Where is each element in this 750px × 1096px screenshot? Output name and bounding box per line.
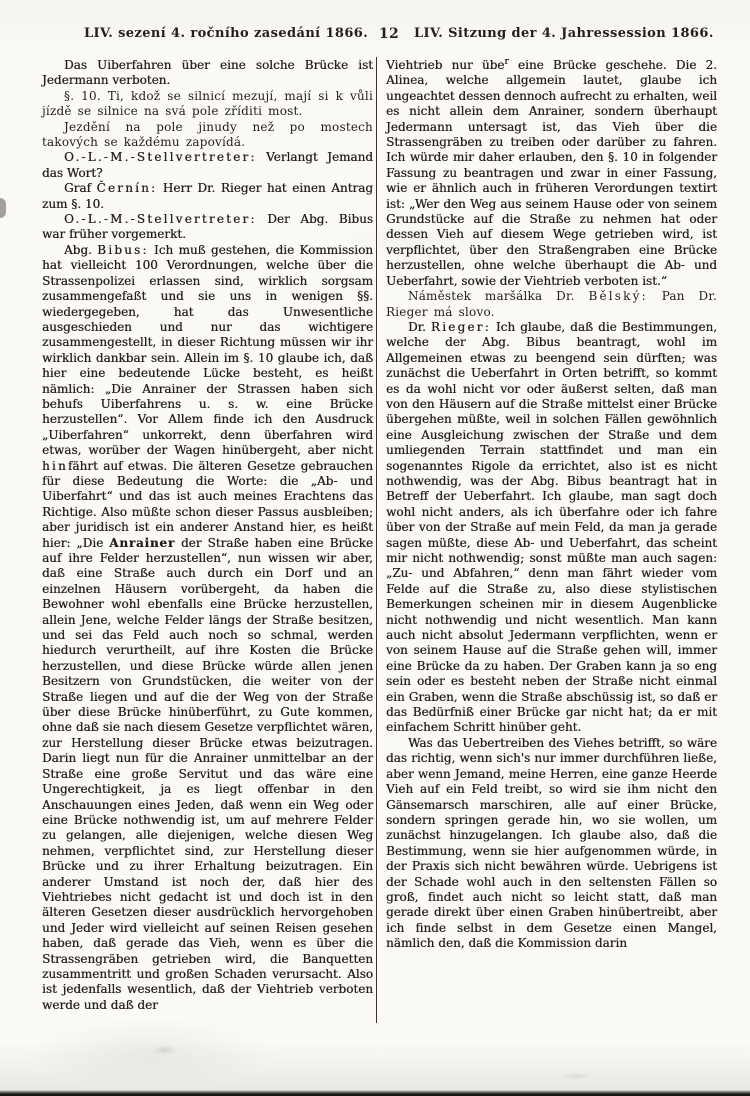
paragraph [42, 212, 373, 243]
paragraph [42, 181, 373, 212]
column-right [386, 58, 717, 952]
header-right-german: LIV. Sitzung der 4. Jahressession 1866. [414, 26, 714, 41]
emphasized-word: Anrainer [109, 535, 175, 550]
paragraph [386, 320, 717, 736]
text-segment: Das Uiberfahren über eine solche Brücke ist Jedermann verboten. [42, 58, 373, 88]
speaker-name: Bělský: [588, 289, 648, 304]
speaker-name: Černín: [96, 181, 158, 196]
text-segment: Graf [64, 181, 97, 196]
header-left-czech: LIV. sezení 4. ročního zasedání 1866. [84, 26, 369, 41]
scan-smudge [560, 1072, 594, 1080]
text-segment: Pan Dr. Rieger má slovo. [386, 289, 717, 319]
superscript-letter: r [504, 57, 509, 67]
paragraph [42, 120, 373, 151]
scan-smudge [152, 1045, 178, 1055]
speaker-name: Bibus: [97, 242, 149, 257]
speaker-name: hin [42, 458, 68, 473]
paragraph [42, 89, 373, 120]
text-segment: fährt auf etwas. Die älteren Gesetze gebrauchen für diese Bedeutung die Worte: die „Ab- und Uiberfahrt“ und das ist auch meines Erachtens das Richtige. Also müßte schon dieser Passus ausbleiben; aber juridisch ist ein anderer Anstand hier, es heißt hier: „Die [42, 458, 373, 550]
paragraph [42, 58, 373, 89]
speaker-name: O.-L.-M.-Stellvertreter: [64, 212, 257, 227]
paragraph [42, 150, 373, 181]
text-segment: eine Brücke geschehe. Die 2. Alinea, welche allgemein lautet, glaube ich ungeachtet dessen dennoch aufrecht zu erhalten, weil es nicht allein dem Anrainer, sondern überhaupt Jedermann untersagt ist, das Vieh über die Strassengräben zu treiben oder darüber zu fahren. Ich würde mir daher erlauben, den §. 10 in folgender Fassung zu beantragen und zwar in einer Fassung, wie er ähnlich auch in früheren Verordungen textirt ist: „Wer den Weg aus seinem Hause oder von seinem Grundstücke auf die Straße zu nehmen hat oder dessen Vieh auf diesem Wege getrieben wird, ist verpflichtet, über den Straßengraben eine Brücke herzustellen, ohne welche überhaupt die Ab- und Ueberfahrt, sowie der Viehtrieb verboten ist.“ [386, 58, 717, 288]
scan-edge-shadow [0, 1090, 750, 1096]
paragraph [386, 289, 717, 320]
paragraph [42, 243, 373, 1013]
speaker-name: Rieger: [430, 319, 491, 334]
paragraph [386, 736, 717, 952]
text-segment: Dr. [408, 319, 431, 334]
text-segment: der Straße haben eine Brücke auf ihre Felder herzustellen“, nun wissen wir aber, daß eine Straße auch durch ein Dorf und an einzelnen Häusern vorübergeht, da haben die Bewohner wohl ebenfalls eine Brücke herzustellen, allein Jene, welche Felder längs der Straße besitzen, und sei das Feld auch noch so schmal, werden hiedurch verurtheilt, auf ihre Kosten die Brücke herzustellen, und diese Brücke würde allen jenen Besitzern von Grundstücken, die weiter von der Straße liegen und auf die der Weg von der Straße über diese Brücke hinüberführt, zu Gute kommen, ohne daß sie nach diesem Gesetze verpflichtet wären, zur Herstellung dieser Brücke etwas beizutragen. Darin liegt nun für die Anrainer unmittelbar an der Straße eine große Servitut und das wäre eine Ungerechtigkeit, ja es liegt offenbar in den Anschauungen eines Jeden, daß wenn ein Weg oder eine Brücke nothwendig ist, um auf mehrere Felder zu gelangen, alle diejenigen, welche diesen Weg nehmen, verpflichtet sind, zur Herstellung dieser Brücke und zu ihrer Erhaltung beizutragen. Ein anderer Umstand ist noch der, daß hier des Viehtriebes nicht gedacht ist und doch ist in den älteren Gesetzen dieser ausdrücklich hervorgehoben und Jeder wird vielleicht auf seinen Reisen gesehen haben, daß gerade das Vieh, wenn es über die Strassengräben getrieben wird, die Banquetten zusammentritt und großen Schaden verursacht. Also ist jedenfalls wesentlich, daß der Viehtrieb verboten werde und daß der [42, 535, 374, 1012]
speaker-name: O.-L.-M.-Stellvertreter: [64, 150, 257, 165]
text-segment: Der Abg. Bibus war früher vorgemerkt. [42, 212, 373, 242]
text-segment: Abg. [64, 242, 98, 257]
text-segment: Jezdění na pole jinudy než po mostech takových se každému zapovídá. [42, 119, 373, 150]
text-segment: Herr Dr. Rieger hat einen Antrag zum §. 10. [42, 181, 374, 211]
column-left [42, 58, 373, 1013]
text-segment: Náměstek maršálka Dr. [408, 289, 589, 304]
text-segment: Ich muß gestehen, die Kommission hat vielleicht 100 Verordnungen, welche über die Strassenpolizei erlassen sind, wirklich sorgsam zusammengefaßt und sie uns in wenigen §§. wiedergegeben, hat das Unwesentliche ausgeschieden und nur das wichtigere zusammengestellt, in dieser Richtung müssen wir ihr wirklich dankbar sein. Allein im §. 10 glaube ich, daß hier eine bedeutende Lücke besteht, es heißt nämlich: „Die Anrainer der Strassen haben sich behufs Uiberfahrens u. s. w. eine Brücke herzustellen“. Vor Allem finde ich den Ausdruck „Uiberfahren“ unkorrekt, denn überfahren wird etwas, worüber der Wagen hinübergeht, aber nicht [42, 242, 373, 458]
page-number: 12 [378, 26, 400, 42]
paragraph [386, 58, 717, 289]
text-segment: §. 10. Ti, kdož se silnicí mezují, mají si k vůli jízdě se silnice na svá pole zříditi most. [42, 88, 373, 119]
scan-ink-mark [0, 198, 6, 218]
text-segment: Was das Uebertreiben des Viehes betrifft, so wäre das richtig, wenn sich's nur immer durchführen ließe, aber wenn Jemand, meine Herren, eine ganze Heerde Vieh auf ein Feld treibt, so wird sie ihm nicht den Gänsemarsch marschiren, alle auf einer Brücke, sondern springen gerade hin, wo sie wollen, um zunächst hinzugelangen. Ich glaube also, daß die Bestimmung, wenn sie hier aufgenommen würde, in der Praxis sich nicht bewähren würde. Uebrigens ist der Schade wohl auch in den seltensten Fällen so groß, findet auch nicht so leicht statt, daß man gerade direkt über einen Graben hinübertreibt, aber ich finde selbst in dem Gesetze einen Mangel, nämlich den, daß die Kommission darin [386, 735, 717, 951]
column-divider-rule [376, 57, 377, 1023]
text-segment: Viehtrieb nur übe [386, 58, 505, 72]
text-segment: Verlangt Jemand das Wort? [42, 150, 373, 180]
text-segment: Ich glaube, daß die Bestimmungen, welche der Abg. Bibus beantragt, wohl im Allgemeinen etwas zu beengend sein dürften; was zunächst die Ueberfahrt in Orten betrifft, so kommt es da wohl nicht vor oder äußerst selten, daß man von den Häusern auf die Straße mittelst einer Brücke übergehen müßte, weil in solchen Fällen gewöhnlich eine Ausgleichung zwischen der Straße und dem umliegenden Terrain stattfindet und man ein sogenanntes Rigole da errichtet, also ist es nicht nothwendig, was der Abg. Bibus beantragt hat in Betreff der Ueberfahrt. Ich glaube, man sagt doch wohl nicht anders, als ich überfahre oder ich fahre über von der Straße auf mein Feld, da man ja gerade sagen müßte, diese Ab- und Ueberfahrt, das scheint mir nicht nothwendig; sonst müßte man auch sagen: „Zu- und Abfahren,“ denn man fährt wieder vom Felde auf die Straße zu, also diese stylistischen Bemerkungen scheinen mir in diesem Augenblicke nicht nothwendig und nicht wesentlich. Man kann auch nicht absolut Jedermann verpflichten, wenn er von seinem Hause auf die Straße gehen will, immer eine Brücke da zu haben. Der Graben kann ja so eng sein oder es besteht neben der Straße nicht einmal ein Graben, wenn die Straße abschüssig ist, so daß er das Bedürfniß einer Brücke gar nicht hat; da er mit einfachem Schritt hinüber geht. [386, 319, 718, 735]
